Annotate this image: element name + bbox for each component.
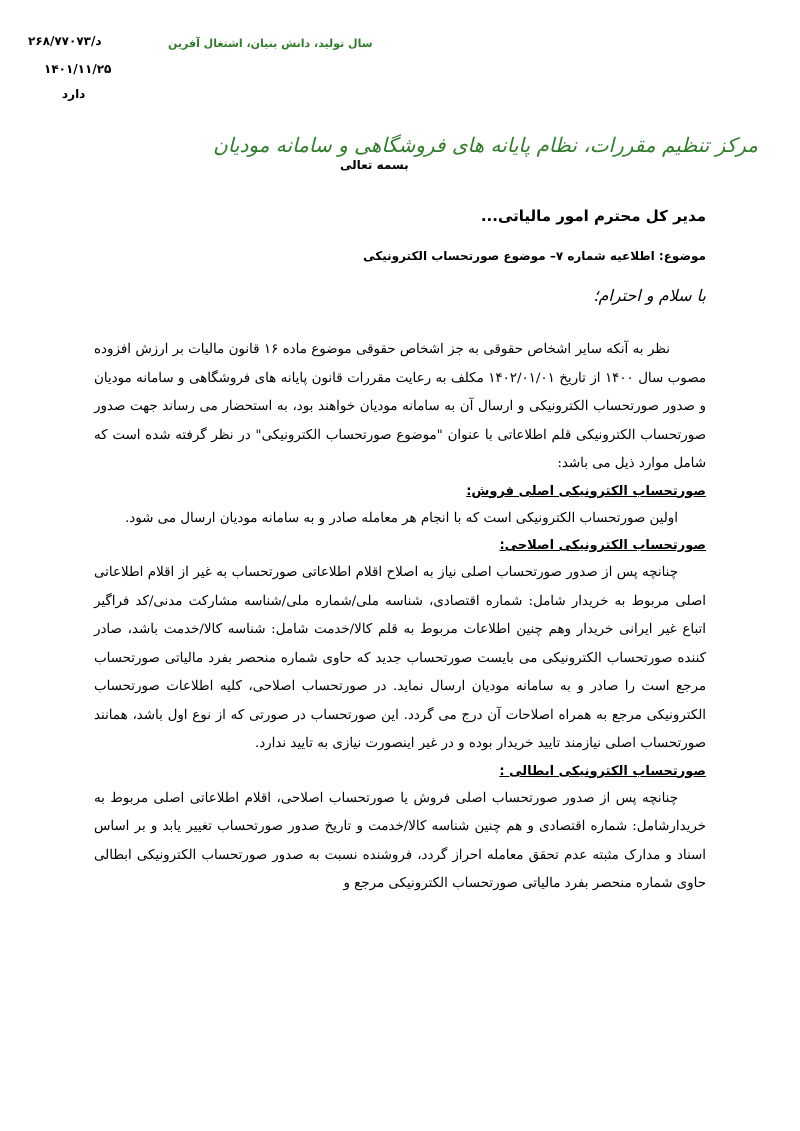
section-heading-corrective-invoice: صورتحساب الکترونیکی اصلاحی: bbox=[499, 538, 706, 553]
recipient-line: مدیر کل محترم امور مالیاتی... bbox=[480, 207, 706, 225]
greeting: با سلام و احترام؛ bbox=[593, 286, 706, 305]
organization-name: مرکز تنظیم مقررات، نظام پایانه های فروشگاهی و سامانه مودیان bbox=[213, 133, 758, 157]
section-text-cancellation-invoice: چنانچه پس از صدور صورتحساب اصلی فروش یا صورتحساب اصلاحی، اقلام اطلاعاتی اصلی مربوط به خریدارشامل: شماره اقتصادی و هم چنین شناسه کالا/خدمت و تاریخ صدور صورتحساب تغییر یابد و بر اساس اسناد و مدارک مثبته عدم تحقق معامله احراز گردد، فروشنده نسبت به صدور صورتحساب الکترونیکی ابطالی حاوی شماره منحصر بفرد مالیاتی صورتحساب الکترونیکی مرجع و bbox=[94, 790, 706, 891]
letter-number: ۲۶۸/۷۷۰۷۳/د bbox=[28, 34, 102, 48]
basmala: بسمه تعالی bbox=[340, 158, 409, 172]
section-text-original-invoice: اولین صورتحساب الکترونیکی است که با انجام هر معامله صادر و به سامانه مودیان ارسال می شود. bbox=[125, 510, 678, 526]
letter-body bbox=[94, 336, 706, 899]
attachment-status: دارد bbox=[62, 87, 86, 101]
section-heading-original-invoice: صورتحساب الکترونیکی اصلی فروش: bbox=[466, 483, 706, 499]
section-text-corrective-invoice: چنانچه پس از صدور صورتحساب اصلی نیاز به اصلاح اقلام اطلاعاتی صورتحساب به غیر از اقلام اطلاعاتی اصلی مربوط به خریدار شامل: شماره اقتصادی، شناسه ملی/شماره ملی/شناسه مشارکت مدنی/کد فراگیر اتباع غیر ایرانی خریدار وهم چنین اطلاعات مربوط به قلم کالا/خدمت شامل: شناسه کالا/خدمت باشد، صادر کننده صورتحساب الکترونیکی می بایست صورتحساب جدید که حاوی شماره منحصر بفرد مالیاتی صورتحساب مرجع است را صادر و به سامانه مودیان ارسال نماید. در صورتحساب اصلاحی، کلیه اطلاعات صورتحساب الکترونیکی مرجع به همراه اصلاحات آن درج می گردد. این صورتحساب در صورتی که از نوع اول باشد، همانند صورتحساب اصلی نیازمند تایید خریدار بوده و در غیر اینصورت نیازی به تایید ندارد. bbox=[94, 565, 706, 751]
intro-paragraph: نظر به آنکه سایر اشخاص حقوقی به جز اشخاص حقوقی موضوع ماده ۱۶ قانون مالیات بر ارزش افزوده مصوب سال ۱۴۰۰ از تاریخ ۱۴۰۲/۰۱/۰۱ مکلف به رعایت مقررات قانون پایانه های فروشگاهی و سامانه مودیان و صدور صورتحساب الکترونیکی و ارسال آن به سامانه مودیان خواهند بود، به استحضار می رساند جهت صدور صورتحساب الکترونیکی قلم اطلاعاتی با عنوان "موضوع صورتحساب الکترونیکی" در نظر گرفته شده است که شامل موارد ذیل می باشد: bbox=[94, 342, 706, 471]
letter-date: ۱۴۰۱/۱۱/۲۵ bbox=[44, 62, 112, 76]
section-heading-cancellation-invoice: صورتحساب الکترونیکی ابطالی : bbox=[499, 763, 706, 779]
year-slogan: سال تولید، دانش بنیان، اشتغال آفرین bbox=[168, 37, 373, 50]
subject-line: موضوع: اطلاعیه شماره ۷– موضوع صورتحساب الکترونیکی bbox=[363, 249, 706, 263]
